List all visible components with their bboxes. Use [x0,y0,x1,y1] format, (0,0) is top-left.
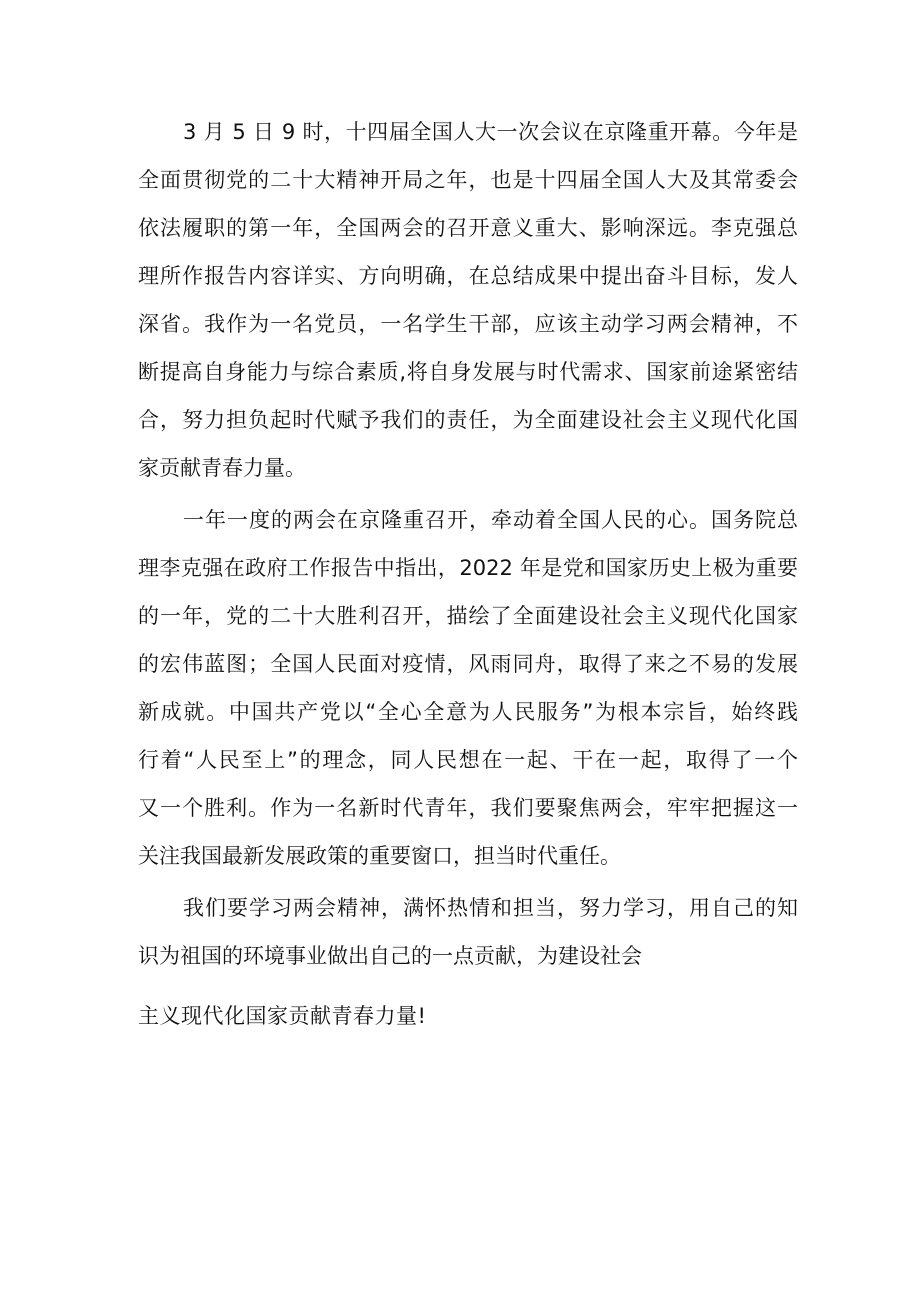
closing-line: 主义现代化国家贡献青春力量! [138,1004,427,1028]
paragraph-line: 我们要学习两会精神，满怀热情和担当，努力学习，用自己的知 [183,896,798,920]
paragraph-line: 断提高自身能力与综合素质,将自身发展与时代需求、国家前途紧密结 [138,360,798,384]
paragraph-line: 识为祖国的环境事业做出自己的一点贡献，为建设社会 [138,944,642,968]
paragraph-line: 依法履职的第一年，全国两会的召开意义重大、影响深远。李克强总 [138,216,798,240]
paragraph-line: 新成就。中国共产党以“全心全意为人民服务”为根本宗旨，始终践 [138,700,798,724]
paragraph-line: 家贡献青春力量。 [138,456,306,480]
paragraph-line: 深省。我作为一名党员，一名学生干部，应该主动学习两会精神，不 [138,312,798,336]
paragraph-line: 理李克强在政府工作报告中指出，2022 年是党和国家历史上极为重要 [138,556,798,580]
paragraph-line: 理所作报告内容详实、方向明确，在总结成果中提出奋斗目标，发人 [138,264,798,288]
paragraph-line: 一年一度的两会在京隆重召开，牵动着全国人民的心。国务院总 [183,508,798,532]
paragraph-line: 的一年，党的二十大胜利召开，描绘了全面建设社会主义现代化国家 [138,604,798,628]
paragraph-line: 3 月 5 日 9 时，十四届全国人大一次会议在京隆重开幕。今年是 [183,120,798,144]
paragraph-line: 行着“人民至上”的理念，同人民想在一起、干在一起，取得了一个 [138,748,798,772]
paragraph-line: 关注我国最新发展政策的重要窗口，担当时代重任。 [138,844,621,868]
paragraph-line: 又一个胜利。作为一名新时代青年，我们要聚焦两会，牢牢把握这一 [138,796,798,820]
paragraph-line: 的宏伟蓝图；全国人民面对疫情，风雨同舟，取得了来之不易的发展 [138,652,798,676]
paragraph-line: 合，努力担负起时代赋予我们的责任，为全面建设社会主义现代化国 [138,408,798,432]
paragraph-line: 全面贯彻党的二十大精神开局之年，也是十四届全国人大及其常委会 [138,168,798,192]
